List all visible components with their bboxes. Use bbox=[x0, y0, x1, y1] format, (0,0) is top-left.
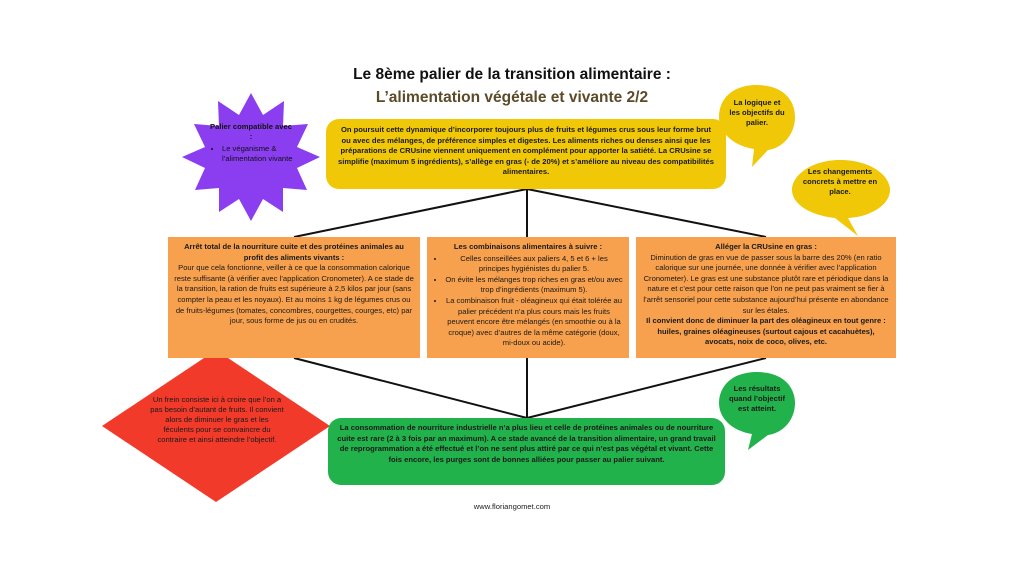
page-subtitle: L’alimentation végétale et vivante 2/2 bbox=[375, 89, 649, 106]
compatibility-star-content bbox=[208, 122, 294, 164]
list-item: • La combinaison fruit - oléagineux qui était tolérée au palier précédent n’a plus cours mais les fruits peuvent encore être mélangés (en smoothie ou à la croque) avec d’autres de la même catégorie (doux, mi-doux ou acide). bbox=[445, 296, 623, 349]
changes-bubble-text: Les changements concrets à mettre en place. bbox=[802, 167, 878, 196]
compatibility-item: • Le véganisme & l’alimentation vivante bbox=[222, 144, 294, 164]
change-box-cooked-food-heading: Arrêt total de la nourriture cuite et des protéines animales au profit des aliments vivants : bbox=[184, 242, 404, 262]
change-box-cooked-food-body: Pour que cela fonctionne, veiller à ce que la consommation calorique reste suffisante (à vérifier avec l’application Cronometer). A ce stade de la transition, la ration de fruits est supérieure à 2,5 kilos par jour (sans compter la peau et les noyaux). Et au moins 1 kg de légumes crus ou de fruits-légumes (tomates, concombres, courgettes, courges, etc) par jour, sous forme de jus ou en crudités. bbox=[174, 263, 414, 326]
results-bubble-text: Les résultats quand l’objectif est atteint. bbox=[728, 384, 786, 413]
compatibility-star-title: Palier compatible avec : bbox=[210, 122, 292, 141]
combinations-list bbox=[433, 254, 623, 349]
change-box-fat-body: Diminution de gras en vue de passer sous la barre des 20% (en ratio calorique sur une journée, une donnée à vérifier avec l’application Cronometer). Le gras est une substance plutôt rare et périodique dans la nature et c’est pour cette raison que l’on ne peut pas vraiment se fier à l’arrêt sensoriel pour cette substance aujourd’hui présente en abondance sur les étales. bbox=[643, 252, 889, 315]
change-box-fat-heading: Alléger la CRUsine en gras : bbox=[715, 242, 817, 251]
compatibility-list bbox=[208, 144, 294, 164]
change-box-fat-conclusion: Il convient donc de diminuer la part des oléagineux en tout genre : huiles, graines oléagineuses (surtout cajous et cacahuètes), avocats, noix de coco, olives, etc. bbox=[646, 316, 886, 347]
obstacle-diamond-text: Un frein consiste ici à croire que l’on a pas besoin d’autant de fruits. Il convient alors de diminuer le gras et les féculents pour se convaincre du contraire et ainsi atteindre l’objectif. bbox=[150, 395, 284, 444]
results-text: La consommation de nourriture industrielle n’a plus lieu et celle de protéines animales ou de nourriture cuite est rare (2 à 3 fois par an maximum). A ce stade avancé de la transition alimentaire, un grand travail de reprogrammation a été effectué et l’on ne sent plus attiré par ce qui n’est pas végétal et vivant. Cette fois encore, les purges sont de bonnes alliées pour passer au palier suivant. bbox=[337, 423, 716, 464]
page-title: Le 8ème palier de la transition alimentaire : bbox=[353, 66, 671, 83]
list-item: • On évite les mélanges trop riches en gras et/ou avec trop d’ingrédients (maximum 5). bbox=[445, 275, 623, 296]
connector-top-right bbox=[527, 189, 766, 237]
list-item: • Celles conseillées aux paliers 4, 5 et 6 + les principes hygiénistes du palier 5. bbox=[445, 254, 623, 275]
connector-top-left bbox=[294, 189, 527, 237]
results-box bbox=[328, 418, 725, 485]
change-box-cooked-food bbox=[168, 237, 420, 358]
connector-bottom-left bbox=[294, 358, 527, 418]
change-box-fat bbox=[636, 237, 896, 358]
objective-text: On poursuit cette dynamique d’incorporer toujours plus de fruits et légumes crus sous leur forme brut ou avec des mélanges, de préférence simples et digestes. Les aliments riches ou denses ainsi que les préparations de CRUsine viennent uniquement en complément pour apporter la satiété. La CRUsine se simplifie (maximum 5 ingrédients), s’allège en gras (- de 20%) et s’améliore au niveau des compatibilités alimentaires. bbox=[337, 125, 714, 177]
change-box-combinations-heading: Les combinaisons alimentaires à suivre : bbox=[453, 242, 603, 251]
footer-website: www.floriangomet.com bbox=[473, 502, 551, 511]
objective-bubble-text: La logique et les objectifs du palier. bbox=[729, 98, 785, 127]
change-box-combinations bbox=[427, 237, 629, 358]
objective-box bbox=[326, 119, 726, 189]
